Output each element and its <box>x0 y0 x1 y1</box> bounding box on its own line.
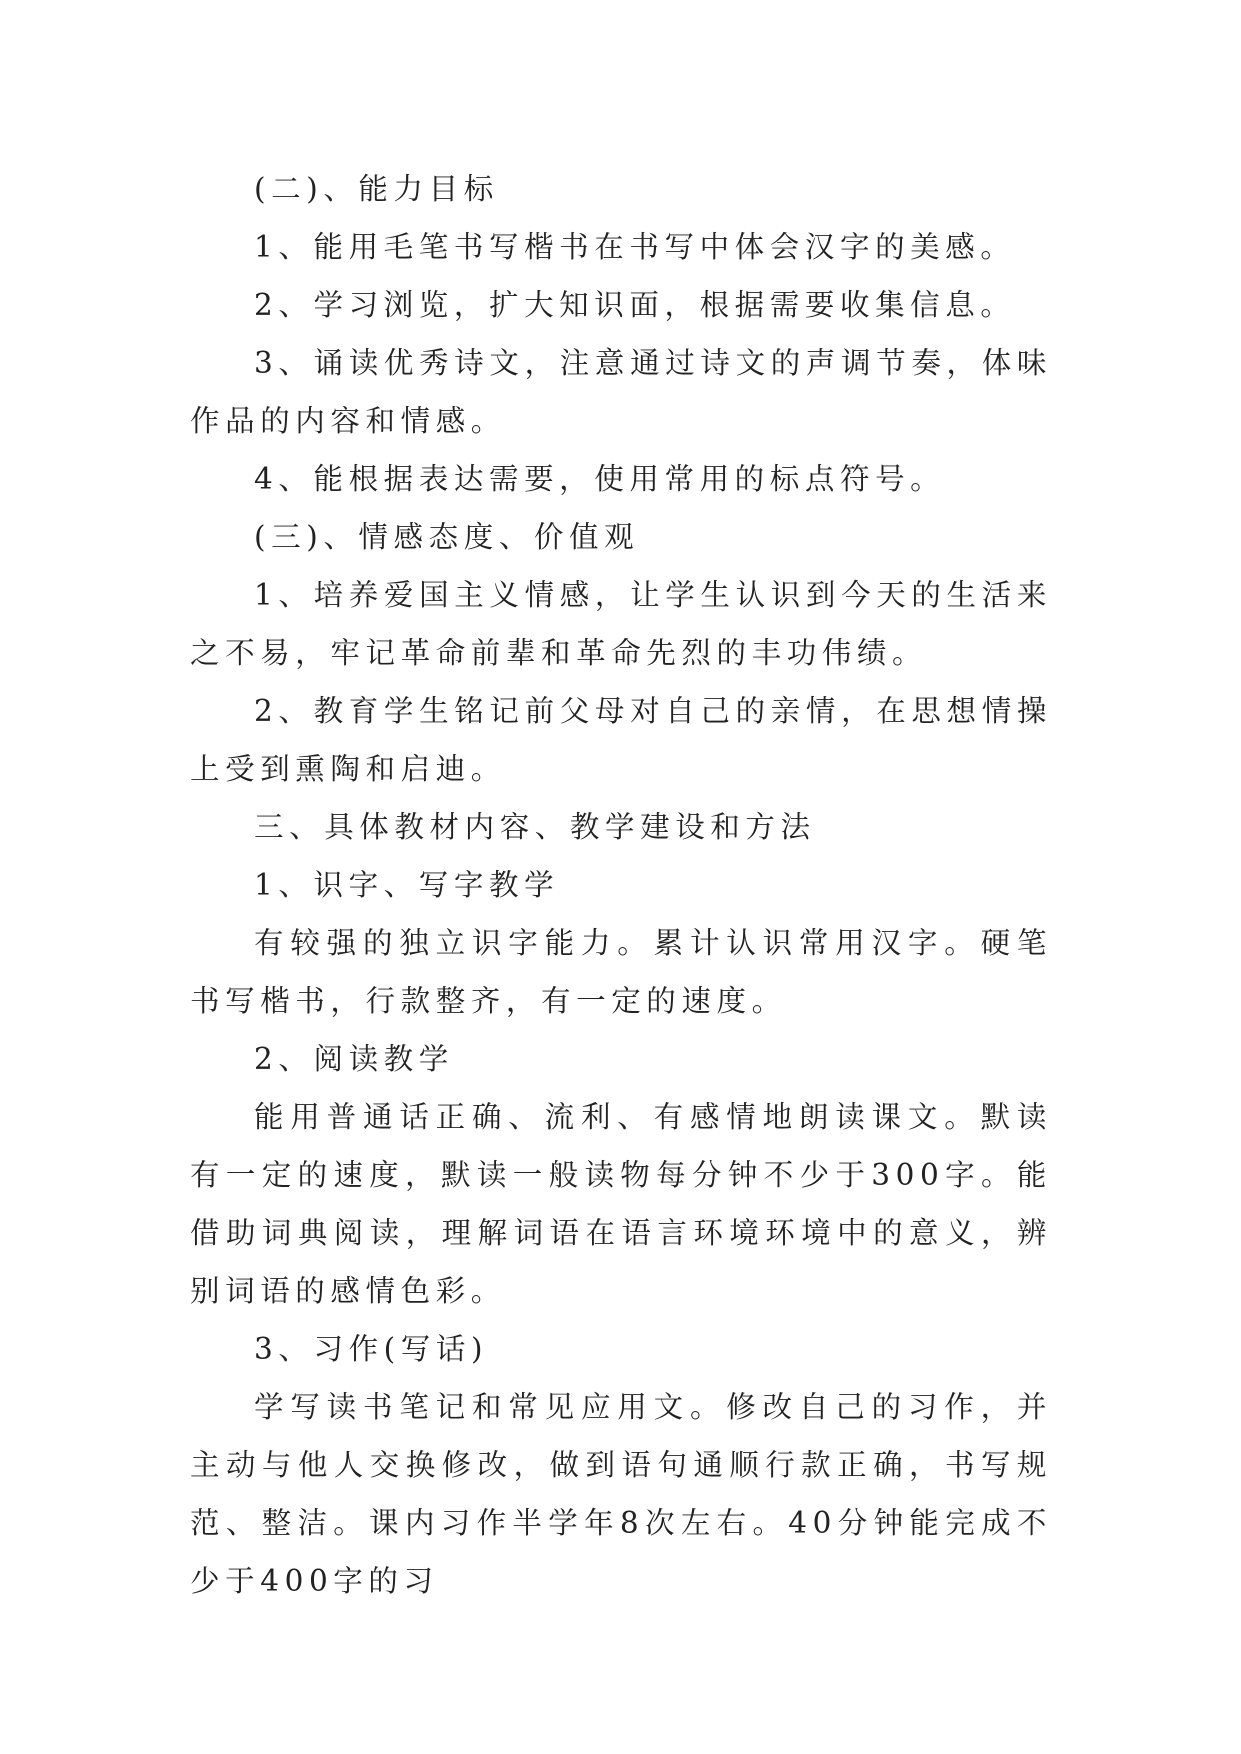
section-heading-attitudes-values: (三)、情感态度、价值观 <box>254 520 640 554</box>
paragraph: 3、诵读优秀诗文，注意通过诗文的声调节奏，体味作品的内容和情感。 <box>190 346 1052 438</box>
paragraph: 4、能根据表达需要，使用常用的标点符号。 <box>254 462 946 496</box>
subsection-heading-literacy: 1、识字、写字教学 <box>254 868 560 902</box>
paragraph: 2、教育学生铭记前父母对自己的亲情，在思想情操上受到熏陶和启迪。 <box>190 694 1052 786</box>
paragraph: 1、培养爱国主义情感，让学生认识到今天的生活来之不易，牢记革命前辈和革命先烈的丰功伟绩。 <box>190 578 1052 670</box>
document-page <box>190 160 1052 1610</box>
paragraph: 2、学习浏览，扩大知识面，根据需要收集信息。 <box>254 288 1016 322</box>
paragraph: 能用普通话正确、流利、有感情地朗读课文。默读有一定的速度，默读一般读物每分钟不少于300字。能借助词典阅读，理解词语在语言环境环境中的意义，辨别词语的感情色彩。 <box>190 1100 1052 1308</box>
subsection-heading-writing: 3、习作(写话) <box>254 1332 489 1366</box>
subsection-heading-reading: 2、阅读教学 <box>254 1042 454 1076</box>
paragraph: 有较强的独立识字能力。累计认识常用汉字。硬笔书写楷书，行款整齐，有一定的速度。 <box>190 926 1052 1018</box>
section-heading-teaching-content: 三、具体教材内容、教学建设和方法 <box>254 810 816 844</box>
section-heading-ability-goals: (二)、能力目标 <box>254 172 499 206</box>
paragraph: 学写读书笔记和常见应用文。修改自己的习作，并主动与他人交换修改，做到语句通顺行款正确，书写规范、整洁。课内习作半学年8次左右。40分钟能完成不少于400字的习 <box>190 1390 1052 1598</box>
paragraph: 1、能用毛笔书写楷书在书写中体会汉字的美感。 <box>254 230 1016 264</box>
